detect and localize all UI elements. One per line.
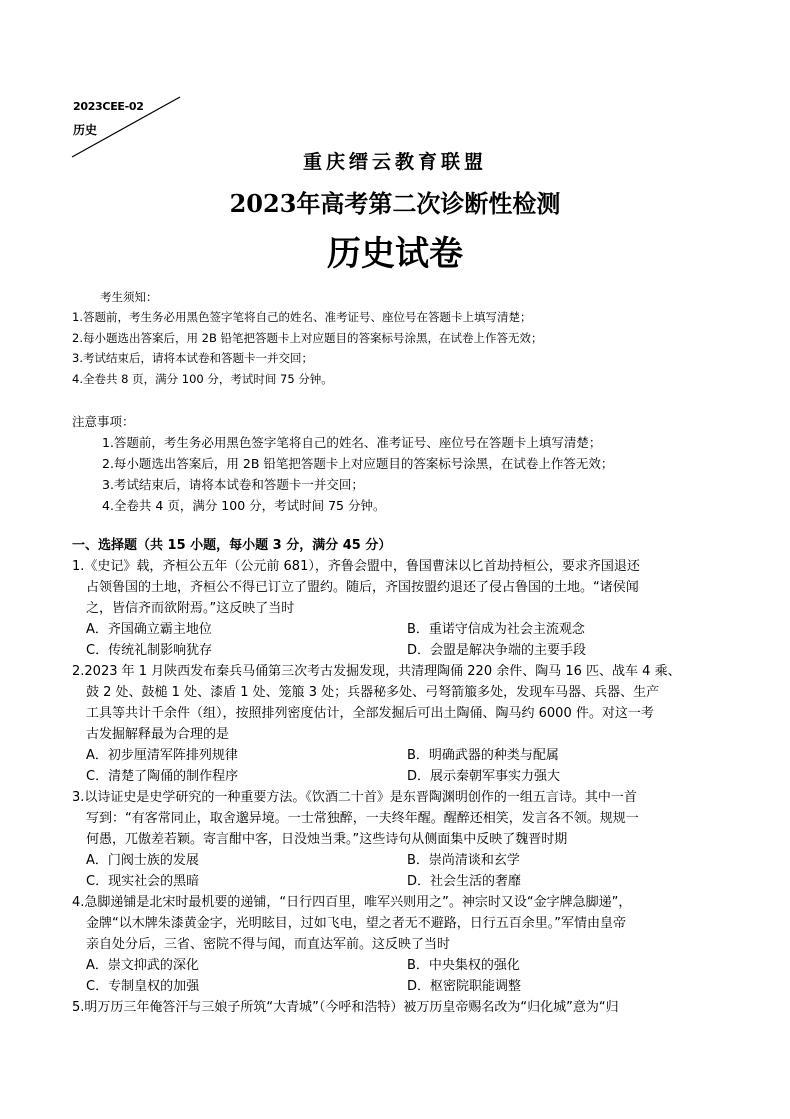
- question-line: 亲自处分后，三省、密院不得与闻，而直达军前。这反映了当时: [86, 937, 451, 952]
- answer-option: D．社会生活的奢靡: [407, 874, 522, 889]
- question-line: 工具等共计千余件（组），按照排列密度估计，全部发掘后可出土陶俑、陶马约 6000 件。对这一考: [86, 706, 654, 721]
- answer-option: C．传统礼制影响犹存: [86, 643, 213, 658]
- answer-option: A．门阀士族的发展: [86, 853, 199, 868]
- answer-option: D．会盟是解决争端的主要手段: [407, 643, 587, 658]
- question-line: 古发掘解释最为合理的是: [86, 727, 230, 742]
- answer-option: A．初步厘清军阵排列规律: [86, 748, 238, 763]
- answer-option: A．崇文抑武的深化: [86, 958, 199, 973]
- section-heading: 一、选择题（共 15 小题，每小题 3 分，满分 45 分）: [72, 538, 392, 553]
- notice2-item: 1.答题前，考生务必用黑色签字笔将自己的姓名、准考证号、座位号在答题卡上填写清楚；: [102, 435, 602, 450]
- answer-option: C．现实社会的黑暗: [86, 874, 200, 889]
- question-line: 5.明万历三年俺答汗与三娘子所筑“大青城”（今呼和浩特）被万历皇帝赐名改为“归化城”意为“归: [72, 1000, 619, 1015]
- answer-option: B．中央集权的强化: [407, 958, 520, 973]
- answer-option: B．明确武器的种类与配属: [407, 748, 559, 763]
- question-line: 占领鲁国的土地，齐桓公不得已订立了盟约。随后，齐国按盟约退还了侵占鲁国的土地。“诸侯闻: [86, 580, 639, 595]
- question-line: 之，皆信齐而欲附焉。”这反映了当时: [86, 601, 295, 616]
- question-line: 2.2023 年 1 月陕西发布秦兵马俑第三次考古发掘发现，共清理陶俑 220 余件、陶马 16 匹、战车 4 乘、: [72, 664, 681, 679]
- notice2-item: 3.考试结束后，请将本试卷和答题卡一并交回；: [102, 477, 364, 492]
- answer-option: D．展示秦朝军事实力强大: [407, 769, 561, 784]
- answer-option: D．枢密院职能调整: [407, 979, 522, 994]
- paper-title: 历史试卷: [327, 234, 463, 274]
- question-line: 3.以诗证史是史学研究的一种重要方法。《饮酒二十首》是东晋陶渊明创作的一组五言诗。其中一首: [72, 790, 637, 805]
- question-line: 1.《史记》载，齐桓公五年（公元前 681），齐鲁会盟中，鲁国曹沫以匕首劫持桓公，要求齐国退还: [72, 559, 640, 574]
- notice1-item: 2.每小题选出答案后，用 2B 铅笔把答题卡上对应题目的答案标号涂黑，在试卷上作答无效；: [72, 331, 543, 345]
- answer-option: B．崇尚清谈和玄学: [407, 853, 520, 868]
- notice1-item: 4.全卷共 8 页，满分 100 分，考试时间 75 分钟。: [72, 372, 333, 386]
- question-line: 鼓 2 处、鼓槌 1 处、漆盾 1 处、笼箙 3 处；兵器秘多处、弓弩箭箙多处，发现车马器、兵器、生产: [86, 685, 660, 700]
- notice1-item: 1.答题前，考生务必用黑色签字笔将自己的姓名、准考证号、座位号在答题卡上填写清楚；: [72, 310, 532, 324]
- organization-title: 重庆缙云教育联盟: [302, 151, 487, 173]
- exam-title: 2023年高考第二次诊断性检测: [229, 189, 561, 218]
- exam-code: 2023CEE-02: [73, 100, 144, 113]
- question-line: 写到：“有客常同止，取舍邈异境。一士常独醉，一夫终年醒。醒醉还相笑，发言各不领。规规一: [86, 811, 639, 826]
- notice2-heading: 注意事项：: [72, 414, 135, 429]
- notice1-item: 3.考试结束后，请将本试卷和答题卡一并交回；: [72, 351, 313, 365]
- question-line: 4.急脚递铺是北宋时最机要的递铺，“日行四百里，唯军兴则用之”。神宗时又设“金字牌急脚递”，: [72, 895, 632, 910]
- answer-option: C．专制皇权的加强: [86, 979, 200, 994]
- question-line: 金牌“以木牌朱漆黄金字，光明眩目，过如飞电，望之者无不避路，日行五百余里。”军情由皇帝: [86, 916, 626, 931]
- notice1-heading: 考生须知：: [100, 290, 158, 304]
- subject-label: 历史: [73, 123, 98, 137]
- question-line: 何愚，兀傲差若颖。寄言酣中客，日没烛当秉。”这些诗句从侧面集中反映了魏晋时期: [86, 832, 568, 847]
- answer-option: A．齐国确立霸主地位: [86, 622, 212, 637]
- answer-option: C．清楚了陶俑的制作程序: [86, 769, 239, 784]
- notice2-item: 2.每小题选出答案后，用 2B 铅笔把答题卡上对应题目的答案标号涂黑，在试卷上作答无效；: [102, 456, 614, 471]
- answer-option: B．重诺守信成为社会主流观念: [407, 622, 585, 637]
- notice2-item: 4.全卷共 4 页，满分 100 分，考试时间 75 分钟。: [102, 498, 386, 513]
